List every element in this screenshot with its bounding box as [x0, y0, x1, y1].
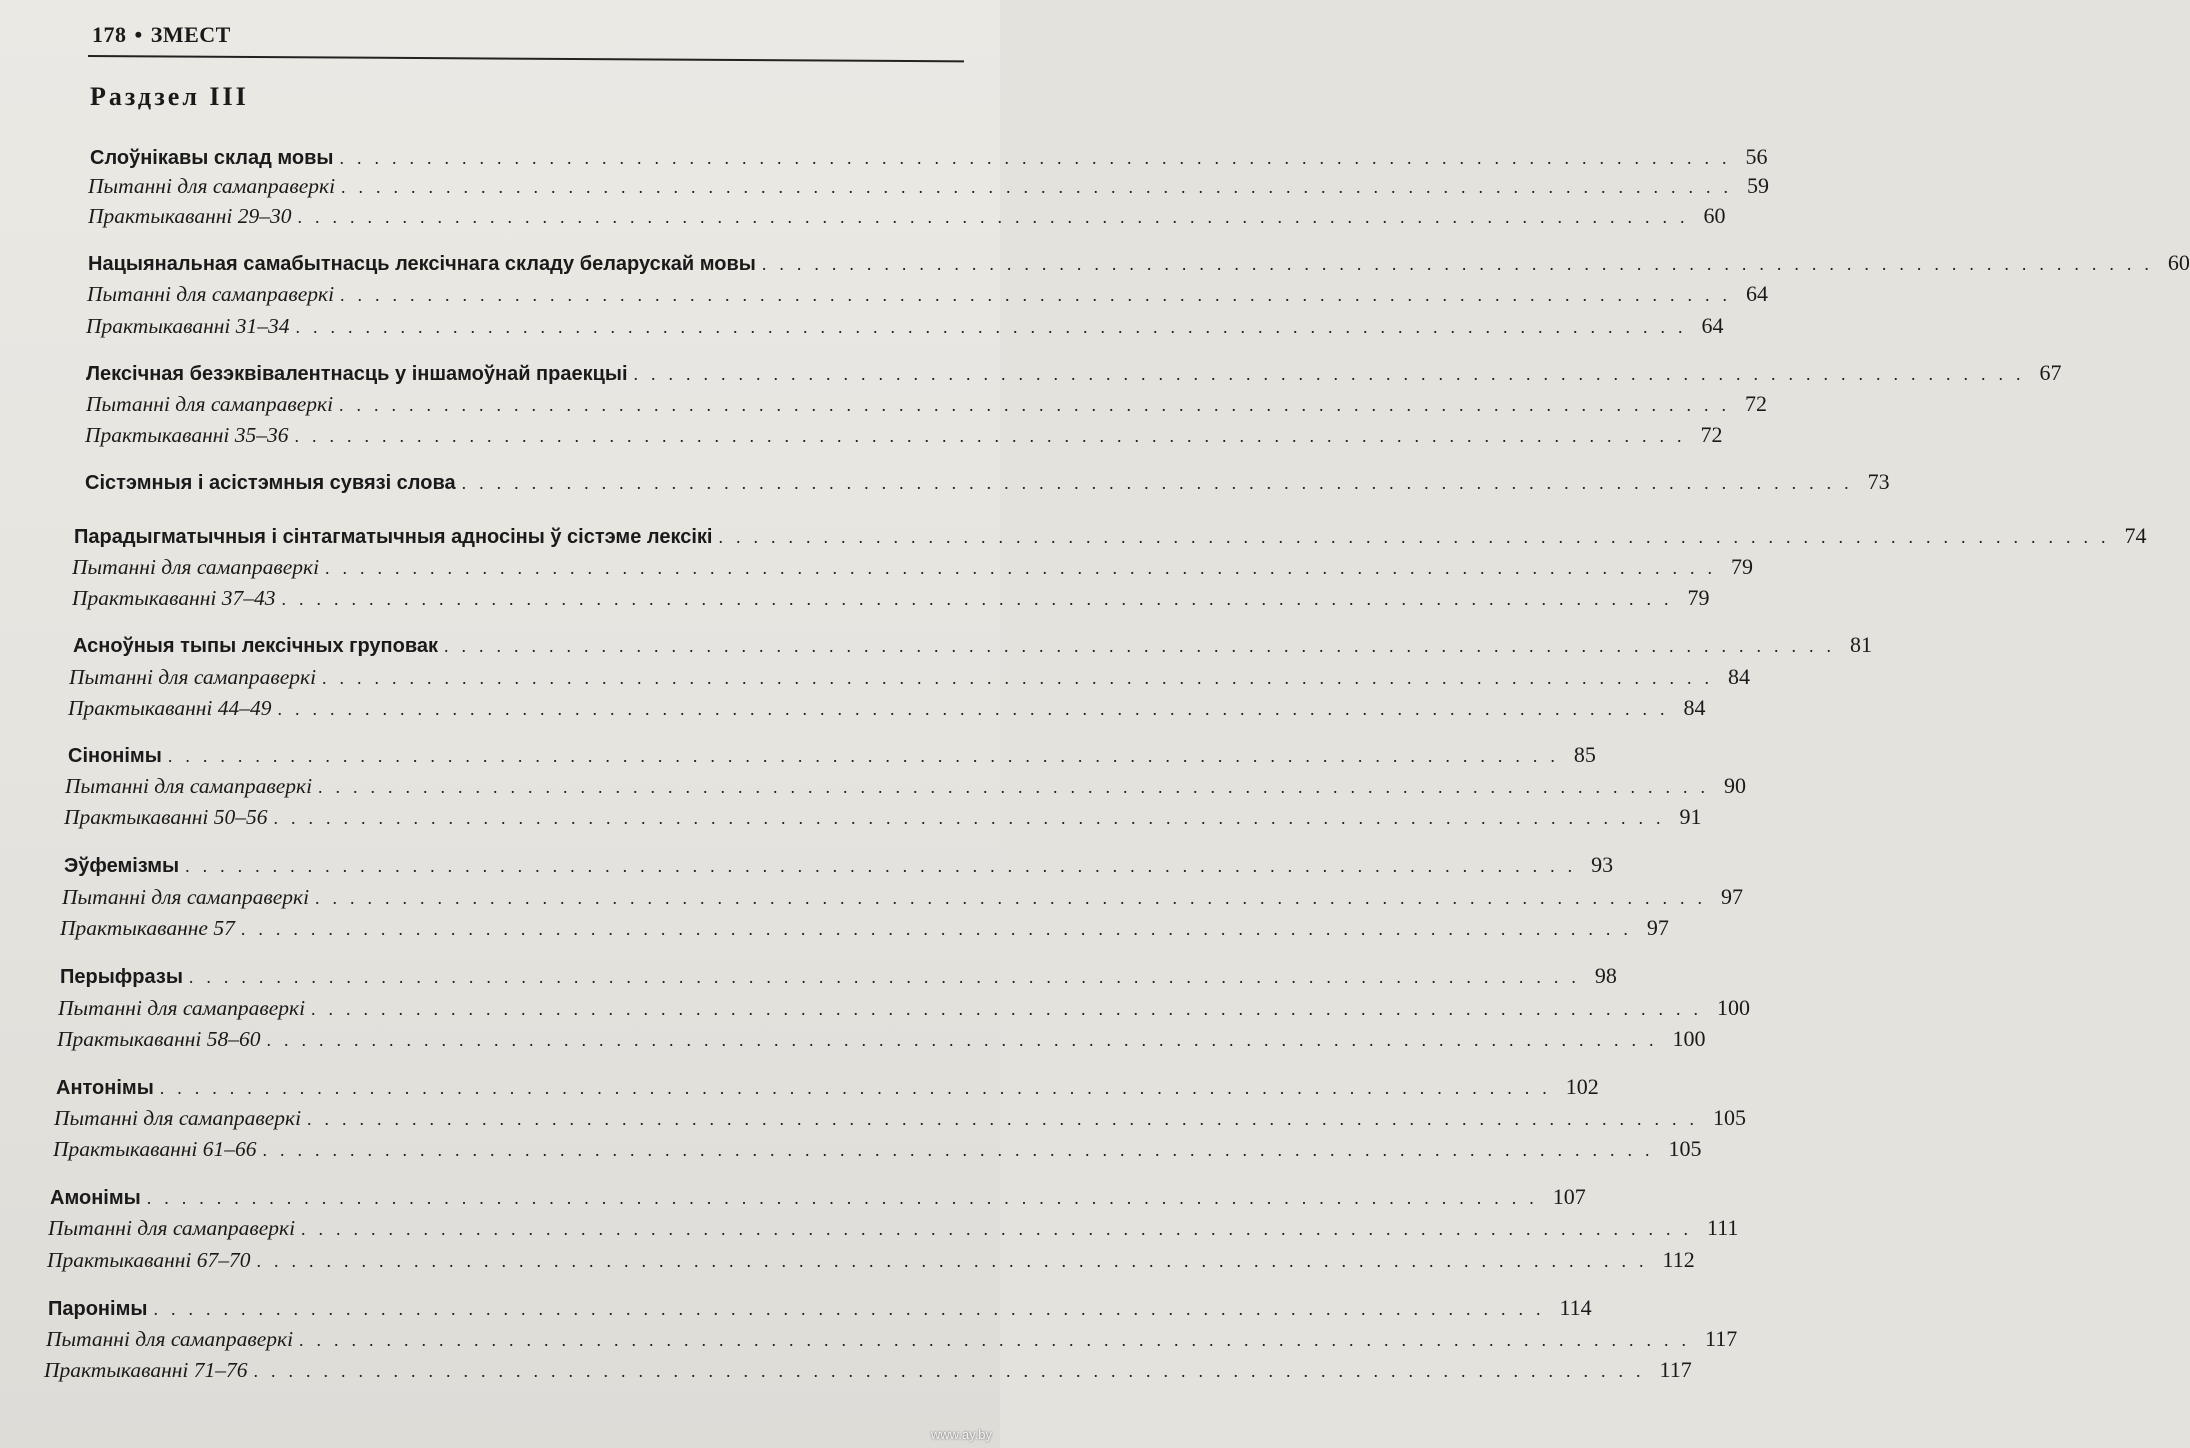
toc-entry-title: Слоўнікавы склад мовы [90, 147, 334, 169]
toc-entry-title: Пытанні для самаправеркі [87, 282, 335, 306]
toc-page-number: 97 [1646, 915, 1669, 940]
header-page-number: 178 [92, 22, 127, 47]
toc-entry-title: Пытанні для самаправеркі [62, 885, 310, 909]
toc-chapter-entry [90, 142, 1768, 172]
toc-subentry [86, 311, 1724, 341]
toc-page-number: 117 [1705, 1326, 1738, 1351]
toc-subentry [44, 1355, 1692, 1385]
toc-subentry [86, 389, 1768, 419]
toc-chapter-entry [74, 521, 2147, 551]
toc-page-number: 64 [1701, 313, 1724, 338]
toc-entry-title: Эўфемізмы [64, 855, 180, 877]
toc-page-number: 102 [1565, 1074, 1599, 1099]
toc-page-number: 67 [2039, 360, 2062, 385]
toc-page-number: 64 [1746, 281, 1769, 306]
dot-leader: ................................................................................ [339, 395, 1740, 415]
dot-leader: ................................................................................ [167, 746, 1568, 766]
toc-entry-title: Перыфразы [60, 966, 183, 988]
toc-page-number: 90 [1724, 773, 1747, 798]
toc-chapter-entry [68, 740, 1596, 770]
toc-subentry [72, 552, 1754, 582]
toc-subentry [62, 882, 1744, 912]
dot-leader: ................................................................................ [444, 636, 1845, 656]
dot-leader: ................................................................................ [281, 589, 1682, 609]
header-title: ЗМЕСТ [150, 22, 231, 47]
toc-page-number: 81 [1850, 632, 1873, 657]
toc-subentry [48, 1213, 1739, 1243]
toc-entry-title: Сінонімы [68, 745, 162, 767]
toc-page-number: 74 [2124, 523, 2147, 548]
toc-page-number: 112 [1662, 1247, 1695, 1272]
toc-subentry [64, 802, 1702, 832]
toc-entry-title: Паронімы [48, 1298, 148, 1320]
toc-entry-title: Практыкаванні 50–56 [64, 805, 268, 829]
toc-entry-title: Практыкаванні 31–34 [86, 314, 290, 338]
toc-entry-title: Практыкаванні 29–30 [88, 204, 292, 228]
dot-leader: ................................................................................ [277, 699, 1678, 719]
toc-entry-title: Сістэмныя і асістэмныя сувязі слова [85, 472, 456, 494]
toc-subentry [60, 913, 1669, 943]
toc-page-number: 73 [1867, 469, 1890, 494]
toc-page-number: 84 [1683, 695, 1706, 720]
toc-entry-title: Пытанні для самаправеркі [69, 665, 317, 689]
dot-leader: ................................................................................ [253, 1361, 1654, 1381]
toc-subentry [72, 583, 1710, 613]
toc-page-number: 105 [1668, 1136, 1702, 1161]
toc-page-number: 85 [1573, 742, 1596, 767]
toc-chapter-entry [60, 961, 1617, 991]
watermark: www.ay.by [930, 1427, 992, 1442]
header-bullet: • [134, 22, 143, 47]
toc-page-number: 98 [1594, 963, 1617, 988]
toc-page-number: 79 [1731, 554, 1754, 579]
toc-chapter-entry [64, 850, 1614, 880]
toc-subentry [88, 201, 1726, 231]
dot-leader: ................................................................................ [315, 888, 1716, 908]
dot-leader: ................................................................................ [761, 254, 2162, 274]
toc-page-number: 84 [1728, 664, 1751, 689]
toc-entry-title: Практыкаванні 58–60 [57, 1027, 261, 1051]
dot-leader: ................................................................................ [273, 808, 1674, 828]
dot-leader: ................................................................................ [240, 919, 1641, 939]
dot-leader: ................................................................................ [299, 1330, 1700, 1350]
header-rule [88, 55, 964, 62]
toc-page-number: 56 [1745, 144, 1768, 169]
toc-page-number: 72 [1745, 391, 1768, 416]
toc-entry-title: Практыкаванні 67–70 [47, 1248, 251, 1272]
toc-entry-title: Пытанні для самаправеркі [46, 1327, 294, 1351]
running-head [92, 22, 231, 48]
toc-entry-title: Амонімы [50, 1187, 141, 1209]
toc-page-number: 105 [1713, 1105, 1747, 1130]
dot-leader: ................................................................................ [256, 1251, 1657, 1271]
dot-leader: ................................................................................ [294, 426, 1695, 446]
toc-chapter-entry [56, 1072, 1599, 1102]
toc-chapter-entry [85, 467, 1890, 497]
dot-leader: ................................................................................ [295, 317, 1696, 337]
toc-subentry [85, 420, 1723, 450]
toc-page-number: 114 [1559, 1295, 1592, 1320]
toc-chapter-entry [86, 358, 2062, 388]
toc-entry-title: Практыкаванні 44–49 [68, 696, 272, 720]
toc-entry-title: Пытанні для самаправеркі [58, 996, 306, 1020]
section-title: Раздзел III [90, 82, 249, 111]
dot-leader: ................................................................................ [461, 473, 1862, 493]
dot-leader: ................................................................................ [340, 285, 1741, 305]
toc-chapter-entry [48, 1293, 1592, 1323]
toc-page-number: 111 [1707, 1215, 1739, 1240]
toc-page-number: 59 [1747, 173, 1770, 198]
dot-leader: ................................................................................ [718, 527, 2119, 547]
dot-leader: ................................................................................ [159, 1078, 1560, 1098]
toc-entry-title: Практыкаванні 61–66 [53, 1137, 257, 1161]
toc-subentry [88, 171, 1770, 201]
toc-entry-title: Пытанні для самаправеркі [86, 392, 334, 416]
toc-page-number: 72 [1700, 422, 1723, 447]
dot-leader: ................................................................................ [153, 1299, 1554, 1319]
toc-subentry [58, 993, 1751, 1023]
dot-leader: ................................................................................ [633, 364, 2034, 384]
toc-entry-title: Практыкаванне 57 [60, 916, 235, 940]
dot-leader: ................................................................................ [339, 148, 1740, 168]
toc-subentry [69, 662, 1751, 692]
dot-leader: ................................................................................ [325, 558, 1726, 578]
toc-entry-title: Пытанні для самаправеркі [54, 1106, 302, 1130]
toc-page-number: 117 [1659, 1357, 1692, 1382]
toc-entry-title: Антонімы [56, 1077, 154, 1099]
dot-leader: ................................................................................ [307, 1109, 1708, 1129]
toc-subentry [87, 279, 1769, 309]
dot-leader: ................................................................................ [297, 207, 1698, 227]
toc-entry-title: Пытанні для самаправеркі [48, 1216, 296, 1240]
toc-chapter-entry [50, 1182, 1586, 1212]
toc-subentry [46, 1324, 1738, 1354]
toc-entry-title: Пытанні для самаправеркі [72, 555, 320, 579]
toc-subentry [53, 1134, 1702, 1164]
toc-page-number: 93 [1591, 852, 1614, 877]
dot-leader: ................................................................................ [322, 668, 1723, 688]
toc-page-number: 60 [1703, 203, 1726, 228]
toc-subentry [65, 771, 1747, 801]
toc-entry-title: Лексічная безэквівалентнасць у іншамоўнай праекцыі [86, 363, 628, 385]
toc-chapter-entry [88, 248, 2190, 278]
dot-leader: ................................................................................ [318, 777, 1719, 797]
toc-page-number: 107 [1552, 1184, 1586, 1209]
toc-entry-title: Практыкаванні 37–43 [72, 586, 276, 610]
toc-entry-title: Практыкаванні 35–36 [85, 423, 289, 447]
toc-entry-title: Парадыгматычныя і сінтагматычныя адносіны ў сістэме лексікі [74, 526, 713, 548]
toc-page-number: 100 [1717, 995, 1751, 1020]
dot-leader: ................................................................................ [185, 856, 1586, 876]
toc-entry-title: Пытанні для самаправеркі [88, 174, 336, 198]
toc-page-number: 100 [1672, 1026, 1706, 1051]
dot-leader: ................................................................................ [341, 177, 1742, 197]
dot-leader: ................................................................................ [188, 967, 1589, 987]
toc-subentry [57, 1024, 1706, 1054]
dot-leader: ................................................................................ [311, 999, 1712, 1019]
dot-leader: ................................................................................ [146, 1188, 1547, 1208]
toc-entry-title: Нацыянальная самабытнасць лексічнага складу беларускай мовы [88, 253, 756, 275]
toc-entry-title: Практыкаванні 71–76 [44, 1358, 248, 1382]
dot-leader: ................................................................................ [262, 1140, 1663, 1160]
toc-chapter-entry [73, 630, 1873, 660]
toc-page-number: 60 [2167, 250, 2190, 275]
toc-entry-title: Асноўныя тыпы лексічных груповак [73, 635, 439, 657]
toc-page-number: 79 [1687, 585, 1710, 610]
toc-subentry [47, 1245, 1695, 1275]
toc-entry-title: Пытанні для самаправеркі [65, 774, 313, 798]
toc-page-number: 91 [1679, 804, 1702, 829]
dot-leader: ................................................................................ [301, 1219, 1702, 1239]
toc-subentry [68, 693, 1706, 723]
toc-page-number: 97 [1721, 884, 1744, 909]
dot-leader: ................................................................................ [266, 1030, 1667, 1050]
toc-subentry [54, 1103, 1747, 1133]
